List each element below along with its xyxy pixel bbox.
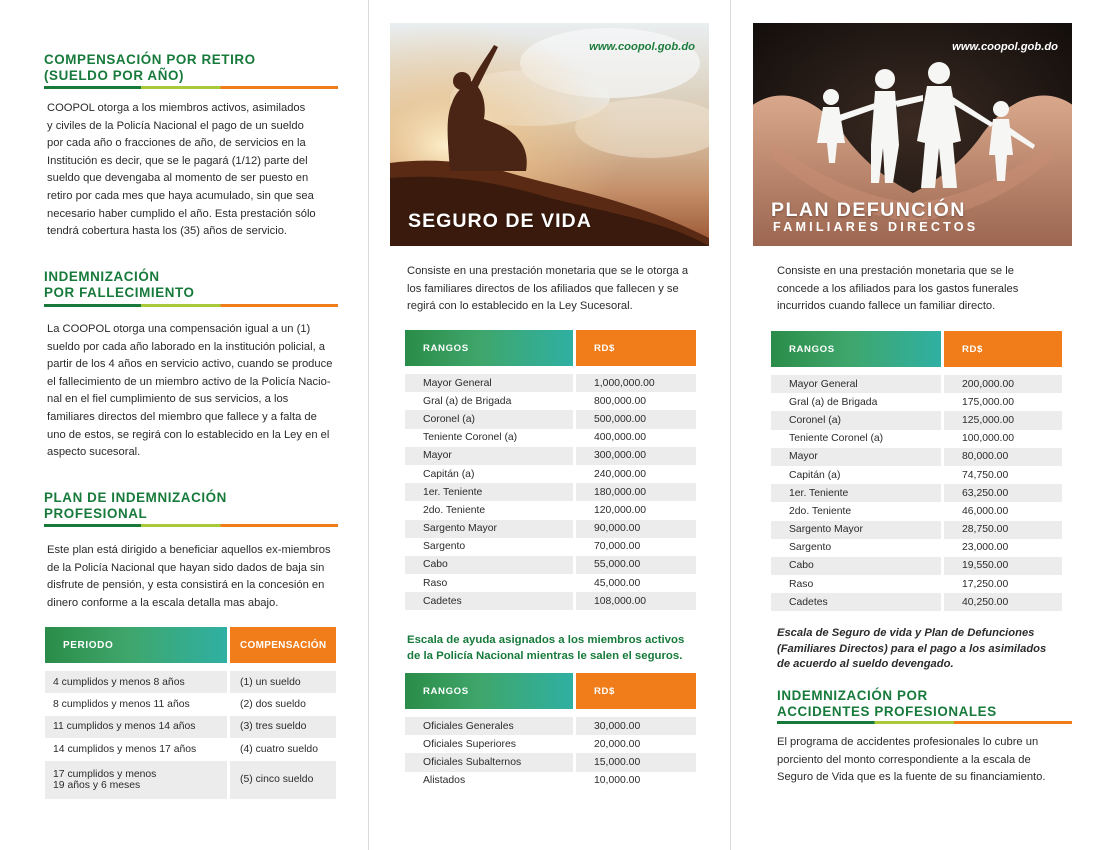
column-header-rd: RD$ [944, 331, 1062, 367]
text-line: dinero conforme a la escala detalla mas abajo. [47, 596, 279, 609]
table-row [405, 592, 696, 610]
heading-line: (SUELDO POR AÑO) [44, 68, 185, 83]
cell-compensacion: (4) cuatro sueldo [240, 743, 318, 755]
text-line: sueldo por cada año laborado en la institución policial, a [47, 340, 326, 353]
website-url: www.coopol.gob.do [589, 41, 695, 53]
table-row [771, 448, 1062, 466]
table-row [405, 735, 696, 753]
cell-rango: Capitán (a) [789, 469, 841, 481]
cell-monto: 80,000.00 [944, 448, 1062, 466]
cell-line: 19 años y 6 meses [53, 779, 141, 791]
table-escala-ayuda [405, 673, 696, 790]
text-line: COOPOL otorga a los miembros activos, asimilados [47, 102, 306, 114]
cell-monto: 120,000.00 [594, 504, 647, 516]
cell-rango: Cabo [771, 557, 941, 575]
table-row [405, 374, 696, 392]
text-line: sueldo que devengaba al momento de ser puesto en [47, 172, 309, 185]
cell-periodo: 4 cumplidos y menos 8 años [45, 671, 227, 693]
column-header-rangos: RANGOS [771, 331, 941, 367]
table-row [771, 557, 1062, 575]
column-header-periodo: PERIODO [45, 627, 227, 663]
text-line: aspecto sucesoral. [47, 446, 141, 459]
table-header-row [771, 331, 1062, 367]
heading-retiro [44, 52, 256, 84]
heading-accidentes [777, 688, 997, 720]
hero-title: SEGURO DE VIDA [408, 210, 592, 232]
cell-rango: Gral (a) de Brigada [789, 396, 878, 408]
column-header-rangos: RANGOS [405, 330, 573, 366]
cell-monto: 500,000.00 [576, 410, 696, 428]
cell-periodo: 14 cumplidos y menos 17 años [53, 743, 197, 755]
heading-line: INDEMNIZACIÓN [44, 269, 160, 284]
cell-monto: 23,000.00 [962, 542, 1009, 554]
heading-rule [44, 86, 338, 89]
text-line: de la Policía Nacional mientras le salen el seguros. [407, 649, 683, 662]
cell-compensacion: (3) tres sueldo [230, 716, 336, 738]
cell-compensacion: (1) un sueldo [230, 671, 336, 693]
text-line: de acuerdo al sueldo devengado. [777, 658, 954, 671]
table-row [771, 484, 1062, 502]
panel-compensaciones [0, 0, 368, 850]
table-row [45, 738, 336, 760]
hero-subtitle: FAMILIARES DIRECTOS [773, 220, 979, 234]
cell-monto: 240,000.00 [594, 468, 647, 480]
text-line: incurridos cuando fallece un familiar directo. [777, 300, 996, 313]
cell-monto: 74,750.00 [962, 469, 1009, 481]
cell-rango: Alistados [423, 775, 466, 787]
cell-monto: 55,000.00 [576, 556, 696, 574]
cell-rango: Oficiales Subalternos [405, 753, 573, 771]
table-row [771, 375, 1062, 393]
table-row [771, 466, 1062, 484]
cell-rango: Mayor [771, 448, 941, 466]
paragraph-accidentes [777, 734, 1061, 787]
table-plan-defuncion [771, 331, 1062, 611]
table-row [405, 410, 696, 428]
cell-rango: Sargento [789, 542, 832, 554]
paragraph-profesional [47, 542, 334, 612]
heading-rule [777, 721, 1072, 724]
heading-rule [44, 304, 338, 307]
cell-monto: 180,000.00 [576, 483, 696, 501]
table-row [405, 717, 696, 735]
text-line: tendrá cobertura hasta los (35) años de servicio. [47, 225, 288, 238]
cell-rango: Sargento Mayor [771, 521, 941, 539]
text-line: familiares directos del miembro que fallece y a falta de [47, 410, 317, 423]
cell-monto: 15,000.00 [576, 753, 696, 771]
cell-rango: Gral (a) de Brigada [423, 395, 512, 407]
cell-rango: Sargento Mayor [405, 520, 573, 538]
table-row [405, 520, 696, 538]
text-line: Consiste en una prestación monetaria que se le [777, 265, 1014, 277]
cell-monto: 10,000.00 [594, 775, 641, 787]
cell-monto: 46,000.00 [962, 505, 1009, 517]
text-line: necesario haber cumplido el año. Esta prestación sólo [47, 207, 316, 220]
note-escala-seguro [777, 626, 1067, 673]
cell-monto: 28,750.00 [944, 521, 1062, 539]
spacer-row [45, 663, 336, 671]
heading-line: POR FALLECIMIENTO [44, 285, 195, 300]
text-line: regirá con lo establecido en la Ley Sucesoral. [407, 300, 633, 313]
table-row [771, 411, 1062, 429]
cell-rango: Mayor General [405, 374, 573, 392]
cell-monto: 200,000.00 [944, 375, 1062, 393]
cell-rango: 1er. Teniente [771, 484, 941, 502]
text-line: Este plan está dirigido a beneficiar aquellos ex-miembros [47, 544, 331, 556]
table-row [45, 761, 336, 799]
text-line: uno de estos, se regirá con lo establecido en la Ley en el [47, 428, 330, 441]
cell-rango: Oficiales Generales [405, 717, 573, 735]
text-line: y civiles de la Policía Nacional el pago de un sueldo [47, 119, 304, 132]
text-line: Consiste en una prestación monetaria que se le otorga a [407, 265, 689, 277]
paragraph-plan-defuncion [777, 263, 1046, 316]
text-line: El programa de accidentes profesionales lo cubre un [777, 736, 1039, 748]
table-row [771, 593, 1062, 611]
cell-monto: 40,250.00 [944, 593, 1062, 611]
table-row [405, 447, 696, 465]
cell-monto: 1,000,000.00 [576, 374, 696, 392]
text-line: los familiares directos de los afiliados que fallecen y se [407, 282, 679, 295]
table-periodo-compensacion [45, 627, 336, 799]
cell-periodo: 8 cumplidos y menos 11 años [53, 699, 190, 711]
table-header-row [405, 330, 696, 366]
cell-monto: 45,000.00 [594, 577, 641, 589]
table-row [771, 502, 1062, 520]
cell-rango: Teniente Coronel (a) [789, 433, 884, 445]
text-line: Seguro de Vida que es la fuente de su financiamiento. [777, 771, 1046, 784]
table-row [405, 501, 696, 519]
column-header-rd: RD$ [576, 673, 696, 709]
table-row [771, 393, 1062, 411]
heading-line: INDEMNIZACIÓN POR [777, 688, 928, 703]
cell-rango: Cabo [405, 556, 573, 574]
hero-image-seguro-de-vida [390, 23, 709, 246]
cell-rango: Teniente Coronel (a) [423, 432, 518, 444]
text-line: de la Policía Nacional que hayan sido dados de baja sin [47, 561, 325, 574]
cell-rango: Mayor General [771, 375, 941, 393]
table-row [405, 538, 696, 556]
text-line: La COOPOL otorga una compensación igual a un (1) [47, 323, 311, 335]
text-line: nal en el fiel cumplimiento de sus servicios, a los [47, 393, 289, 406]
heading-line: COMPENSACIÓN POR RETIRO [44, 52, 256, 67]
heading-line: PLAN DE INDEMNIZACIÓN [44, 490, 227, 505]
text-line: (Familiares Directos) para el pago a los asimilados [777, 642, 1047, 655]
heading-rule [44, 524, 338, 527]
column-header-rd: RD$ [576, 330, 696, 366]
text-line: Escala de ayuda asignados a los miembros activos [407, 634, 685, 646]
cell-monto: 20,000.00 [594, 738, 641, 750]
table-header-row [405, 673, 696, 709]
cell-rango: Raso [423, 577, 448, 589]
cell-rango: Cadetes [771, 593, 941, 611]
table-row [45, 693, 336, 715]
text-line: partir de los 4 años en servicio activo, cuando se produce [47, 358, 333, 371]
cell-monto: 100,000.00 [962, 433, 1015, 445]
cell-rango: 2do. Teniente [789, 505, 852, 517]
text-line: disfrute de pensión, y esta consistirá en la concesión en [47, 579, 325, 592]
table-row [405, 574, 696, 592]
cell-monto: 30,000.00 [576, 717, 696, 735]
cell-monto: 300,000.00 [576, 447, 696, 465]
text-line: porciento del monto correspondiente a la escala de [777, 753, 1031, 766]
cell-line: 17 cumplidos y menos [53, 768, 157, 780]
cell-monto: 108,000.00 [576, 592, 696, 610]
text-line: Institución es decir, que se le pagará (1/12) parte del [47, 154, 308, 167]
panel-plan-defuncion [731, 0, 1100, 850]
hero-title: PLAN DEFUNCIÓN [771, 199, 966, 221]
cell-monto: 400,000.00 [594, 432, 647, 444]
cell-rango: Coronel (a) [405, 410, 573, 428]
table-row [771, 430, 1062, 448]
spacer-row [405, 709, 696, 717]
table-row [405, 483, 696, 501]
cell-rango: Cadetes [405, 592, 573, 610]
table-row [771, 521, 1062, 539]
table-row [405, 392, 696, 410]
table-row [771, 539, 1062, 557]
table-row [405, 772, 696, 790]
cell-compensacion: (5) cinco sueldo [230, 761, 336, 799]
cell-rango: 2do. Teniente [423, 504, 486, 516]
cell-rango: Coronel (a) [771, 411, 941, 429]
cell-rango: Capitán (a) [423, 468, 475, 480]
heading-profesional [44, 490, 227, 522]
heading-line: PROFESIONAL [44, 506, 148, 521]
table-seguro-de-vida [405, 330, 696, 610]
table-row [405, 556, 696, 574]
paragraph-fallecimiento [47, 321, 334, 462]
paragraph-seguro-de-vida [407, 263, 692, 316]
column-header-rangos: RANGOS [405, 673, 573, 709]
cell-monto: 90,000.00 [576, 520, 696, 538]
cell-rango: Oficiales Superiores [423, 738, 516, 750]
table-header-row [45, 627, 336, 663]
table-row [405, 465, 696, 483]
cell-monto: 125,000.00 [944, 411, 1062, 429]
table-row [45, 671, 336, 693]
cell-monto: 17,250.00 [962, 578, 1009, 590]
text-line: retiro por cada mes que haya acumulado, sin que sea [47, 189, 314, 202]
cell-monto: 19,550.00 [944, 557, 1062, 575]
cell-rango: 1er. Teniente [405, 483, 573, 501]
text-line: concede a los afiliados para los gastos funerales [777, 282, 1019, 295]
note-escala-ayuda [407, 633, 707, 664]
text-line: Escala de Seguro de vida y Plan de Defunciones [777, 627, 1035, 639]
panel-seguro-de-vida [369, 0, 730, 850]
cell-monto: 63,250.00 [944, 484, 1062, 502]
cell-monto: 800,000.00 [594, 395, 647, 407]
cell-monto: 175,000.00 [962, 396, 1015, 408]
spacer-row [771, 367, 1062, 375]
heading-line: ACCIDENTES PROFESIONALES [777, 704, 997, 719]
cell-compensacion: (2) dos sueldo [240, 699, 306, 711]
heading-fallecimiento [44, 269, 195, 301]
cell-monto: 70,000.00 [594, 541, 641, 553]
hero-image-plan-defuncion [753, 23, 1072, 246]
spacer-row [405, 366, 696, 374]
column-header-compensacion: COMPENSACIÓN [230, 627, 336, 663]
cell-rango: Sargento [423, 541, 466, 553]
table-row [45, 716, 336, 738]
text-line: por cada año o fracciones de año, de servicios en la [47, 137, 306, 150]
paragraph-retiro [47, 100, 334, 241]
table-row [405, 429, 696, 447]
cell-periodo: 11 cumplidos y menos 14 años [45, 716, 227, 738]
cell-rango: Raso [789, 578, 814, 590]
cell-periodo [45, 761, 227, 799]
website-url: www.coopol.gob.do [952, 41, 1058, 53]
table-row [405, 753, 696, 771]
cell-rango: Mayor [405, 447, 573, 465]
table-row [771, 575, 1062, 593]
text-line: el fallecimiento de un miembro activo de la Policía Nacio- [47, 375, 331, 388]
